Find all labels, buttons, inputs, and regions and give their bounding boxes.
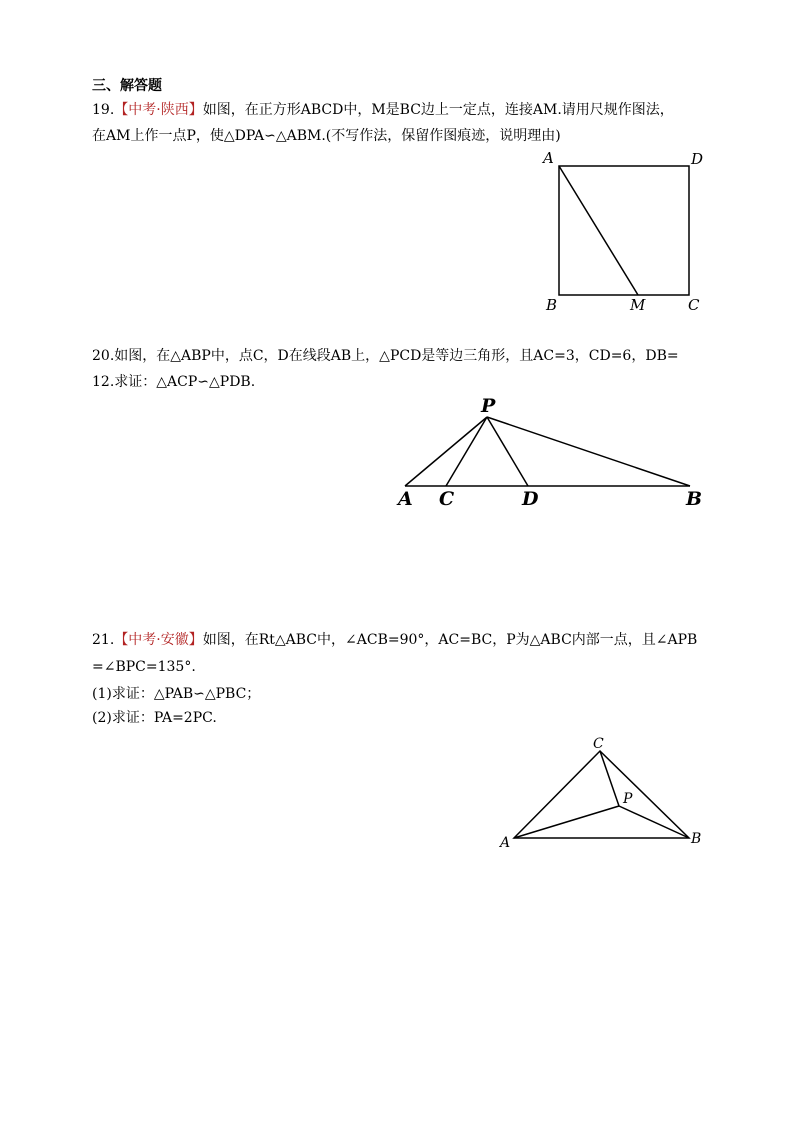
label-c: C — [688, 296, 700, 314]
label-a: A — [500, 835, 511, 851]
q20-line-1: 20.如图，在△ABP中，点C，D在线段AB上，△PCD是等边三角形，且AC=3，CD=6，DB= — [92, 348, 679, 364]
q21-line-2: =∠BPC=135°. — [92, 659, 196, 675]
triangle-abc — [514, 751, 689, 838]
q20-figure-triangle — [390, 394, 715, 512]
segment-pc — [446, 417, 487, 486]
label-m: M — [630, 296, 646, 314]
label-c: C — [593, 736, 604, 752]
label-b: B — [691, 831, 702, 847]
label-p: P — [623, 791, 633, 807]
label-p: P — [481, 395, 496, 417]
q21-source-tag: 【中考·安徽】 — [114, 632, 203, 648]
q19-text-1: 如图，在正方形ABCD中，M是BC边上一定点，连接AM.请用尺规作图法， — [202, 102, 674, 118]
label-d: D — [522, 488, 539, 510]
q21-part-1: (1)求证：△PAB∽△PBC； — [92, 686, 261, 702]
segment-pb — [487, 417, 690, 486]
segment-bp — [619, 806, 689, 838]
label-d: D — [691, 150, 704, 168]
q21-number: 21. — [92, 632, 115, 648]
q21-part-2: (2)求证：PA=2PC. — [92, 710, 217, 726]
q19-source-tag: 【中考·陕西】 — [114, 102, 203, 118]
label-a: A — [543, 149, 554, 167]
segment-am — [559, 166, 638, 295]
square-abcd — [559, 166, 689, 295]
label-b: B — [686, 488, 703, 510]
q19-figure-square — [536, 146, 716, 318]
label-c: C — [439, 488, 455, 510]
section-heading: 三、解答题 — [92, 78, 162, 94]
segment-pd — [487, 417, 528, 486]
label-a: A — [398, 488, 413, 510]
q19-line-2: 在AM上作一点P，使△DPA∽△ABM.(不写作法，保留作图痕迹，说明理由) — [92, 128, 561, 144]
label-b: B — [546, 296, 558, 314]
q21-line-1 — [92, 630, 697, 650]
segment-ap — [405, 417, 487, 486]
q20-line-2: 12.求证：△ACP∽△PDB. — [92, 374, 256, 390]
q19-number: 19. — [92, 102, 115, 118]
q21-text-1: 如图，在Rt△ABC中，∠ACB=90°，AC=BC，P为△ABC内部一点，且∠APB — [202, 632, 698, 648]
q19-line-1 — [92, 100, 674, 120]
q21-figure-triangle — [492, 730, 714, 856]
